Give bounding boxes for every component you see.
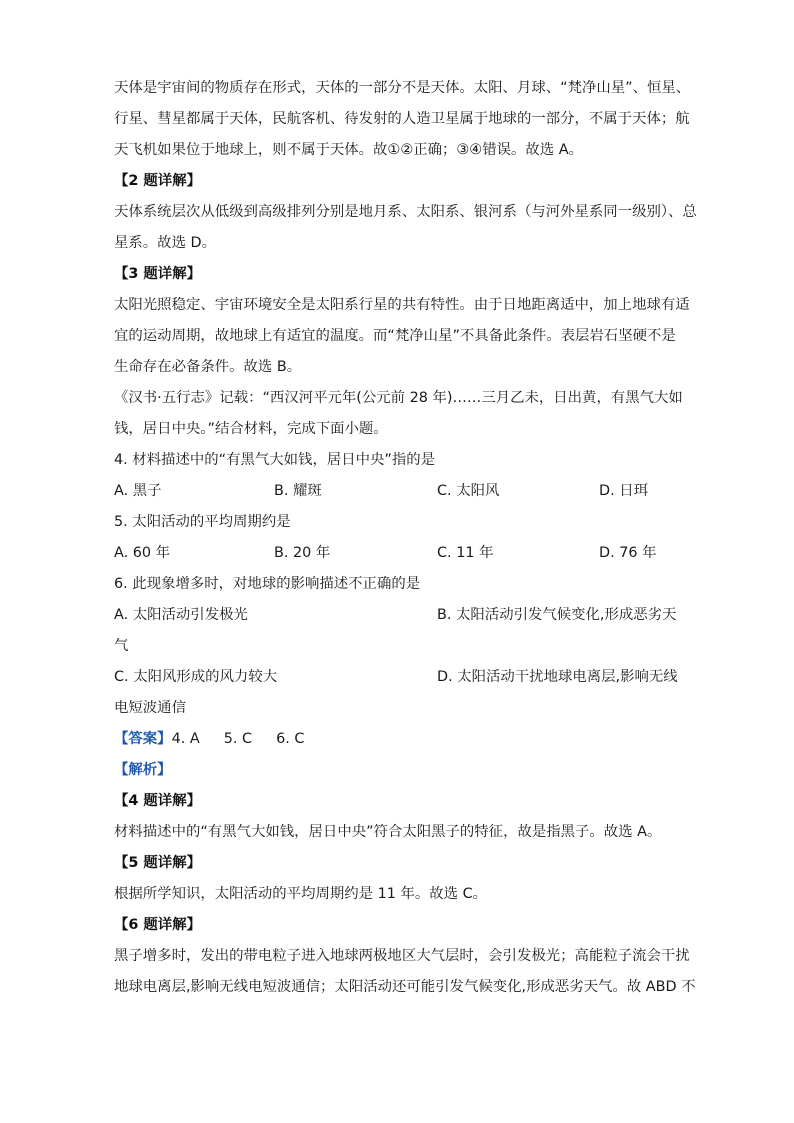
q4-option-b: B. 耀斑 [274, 483, 322, 499]
q6-detail-line-2: 地球电离层,影响无线电短波通信；太阳活动还可能引发气候变化,形成恶劣天气。故 ABD 不 [114, 979, 696, 995]
q6-option-b-line-1: B. 太阳活动引发气候变化,形成恶劣天 [437, 607, 677, 623]
q4-option-a: A. 黑子 [114, 483, 162, 499]
q6-detail-header: 【6 题详解】 [114, 917, 201, 933]
q5-option-d: D. 76 年 [599, 545, 657, 561]
q5-option-c: C. 11 年 [437, 545, 494, 561]
answer-row [114, 729, 304, 749]
q6-option-b-line-2: 气 [114, 638, 129, 654]
q4-detail-header: 【4 题详解】 [114, 793, 201, 809]
q6-option-a: A. 太阳活动引发极光 [114, 607, 248, 623]
q5-detail-text: 根据所学知识，太阳活动的平均周期约是 11 年。故选 C。 [114, 886, 488, 902]
q3-detail-line-3: 生命存在必备条件。故选 B。 [114, 359, 302, 375]
answer-tag: 【答案】 [114, 731, 172, 747]
q2-detail-line-1: 天体系统层次从低级到高级排列分别是地月系、太阳系、银河系（与河外星系同一级别）、总 [114, 204, 697, 220]
q6-option-d-line-1: D. 太阳活动干扰地球电离层,影响无线 [437, 669, 678, 685]
q4-stem: 4. 材料描述中的“有黑气大如钱，居日中央”指的是 [114, 452, 436, 468]
q5-stem: 5. 太阳活动的平均周期约是 [114, 514, 291, 530]
answer-6: 6. C [276, 731, 305, 747]
material-line-2: 钱，居日中央。”结合材料，完成下面小题。 [114, 421, 388, 437]
q5-option-a: A. 60 年 [114, 545, 171, 561]
q3-detail-header: 【3 题详解】 [114, 266, 201, 282]
intro-line-2: 行星、彗星都属于天体，民航客机、待发射的人造卫星属于地球的一部分，不属于天体；航 [114, 111, 690, 127]
q3-detail-line-1: 太阳光照稳定、宇宙环境安全是太阳系行星的共有特性。由于日地距离适中，加上地球有适 [114, 297, 690, 313]
q6-stem: 6. 此现象增多时，对地球的影响描述不正确的是 [114, 576, 421, 592]
q5-detail-header: 【5 题详解】 [114, 855, 201, 871]
q5-option-b: B. 20 年 [274, 545, 331, 561]
q6-option-d-line-2: 电短波通信 [114, 700, 186, 716]
material-line-1: 《汉书·五行志》记载：“西汉河平元年(公元前 28 年)……三月乙未，日出黄，有黑气大如 [114, 390, 683, 406]
intro-line-1: 天体是宇宙间的物质存在形式，天体的一部分不是天体。太阳、月球、“梵净山星”、恒星、 [114, 80, 691, 96]
q2-detail-header: 【2 题详解】 [114, 173, 201, 189]
q4-detail-text: 材料描述中的“有黑气大如钱，居日中央”符合太阳黑子的特征，故是指黑子。故选 A。 [114, 824, 662, 840]
answer-5: 5. C [223, 731, 253, 747]
q4-option-c: C. 太阳风 [437, 483, 500, 499]
q4-option-d: D. 日珥 [599, 483, 649, 499]
q6-option-c: C. 太阳风形成的风力较大 [114, 669, 278, 685]
q6-detail-line-1: 黑子增多时，发出的带电粒子进入地球两极地区大气层时，会引发极光；高能粒子流会干扰 [114, 948, 690, 964]
q3-detail-line-2: 宜的运动周期，故地球上有适宜的温度。而“梵净山星”不具备此条件。表层岩石坚硬不是 [114, 328, 676, 344]
q2-detail-line-2: 星系。故选 D。 [114, 235, 216, 251]
analysis-tag: 【解析】 [114, 762, 172, 778]
intro-line-3: 天飞机如果位于地球上，则不属于天体。故①②正确；③④错误。故选 A。 [114, 142, 583, 158]
answer-4: 4. A [171, 731, 200, 747]
